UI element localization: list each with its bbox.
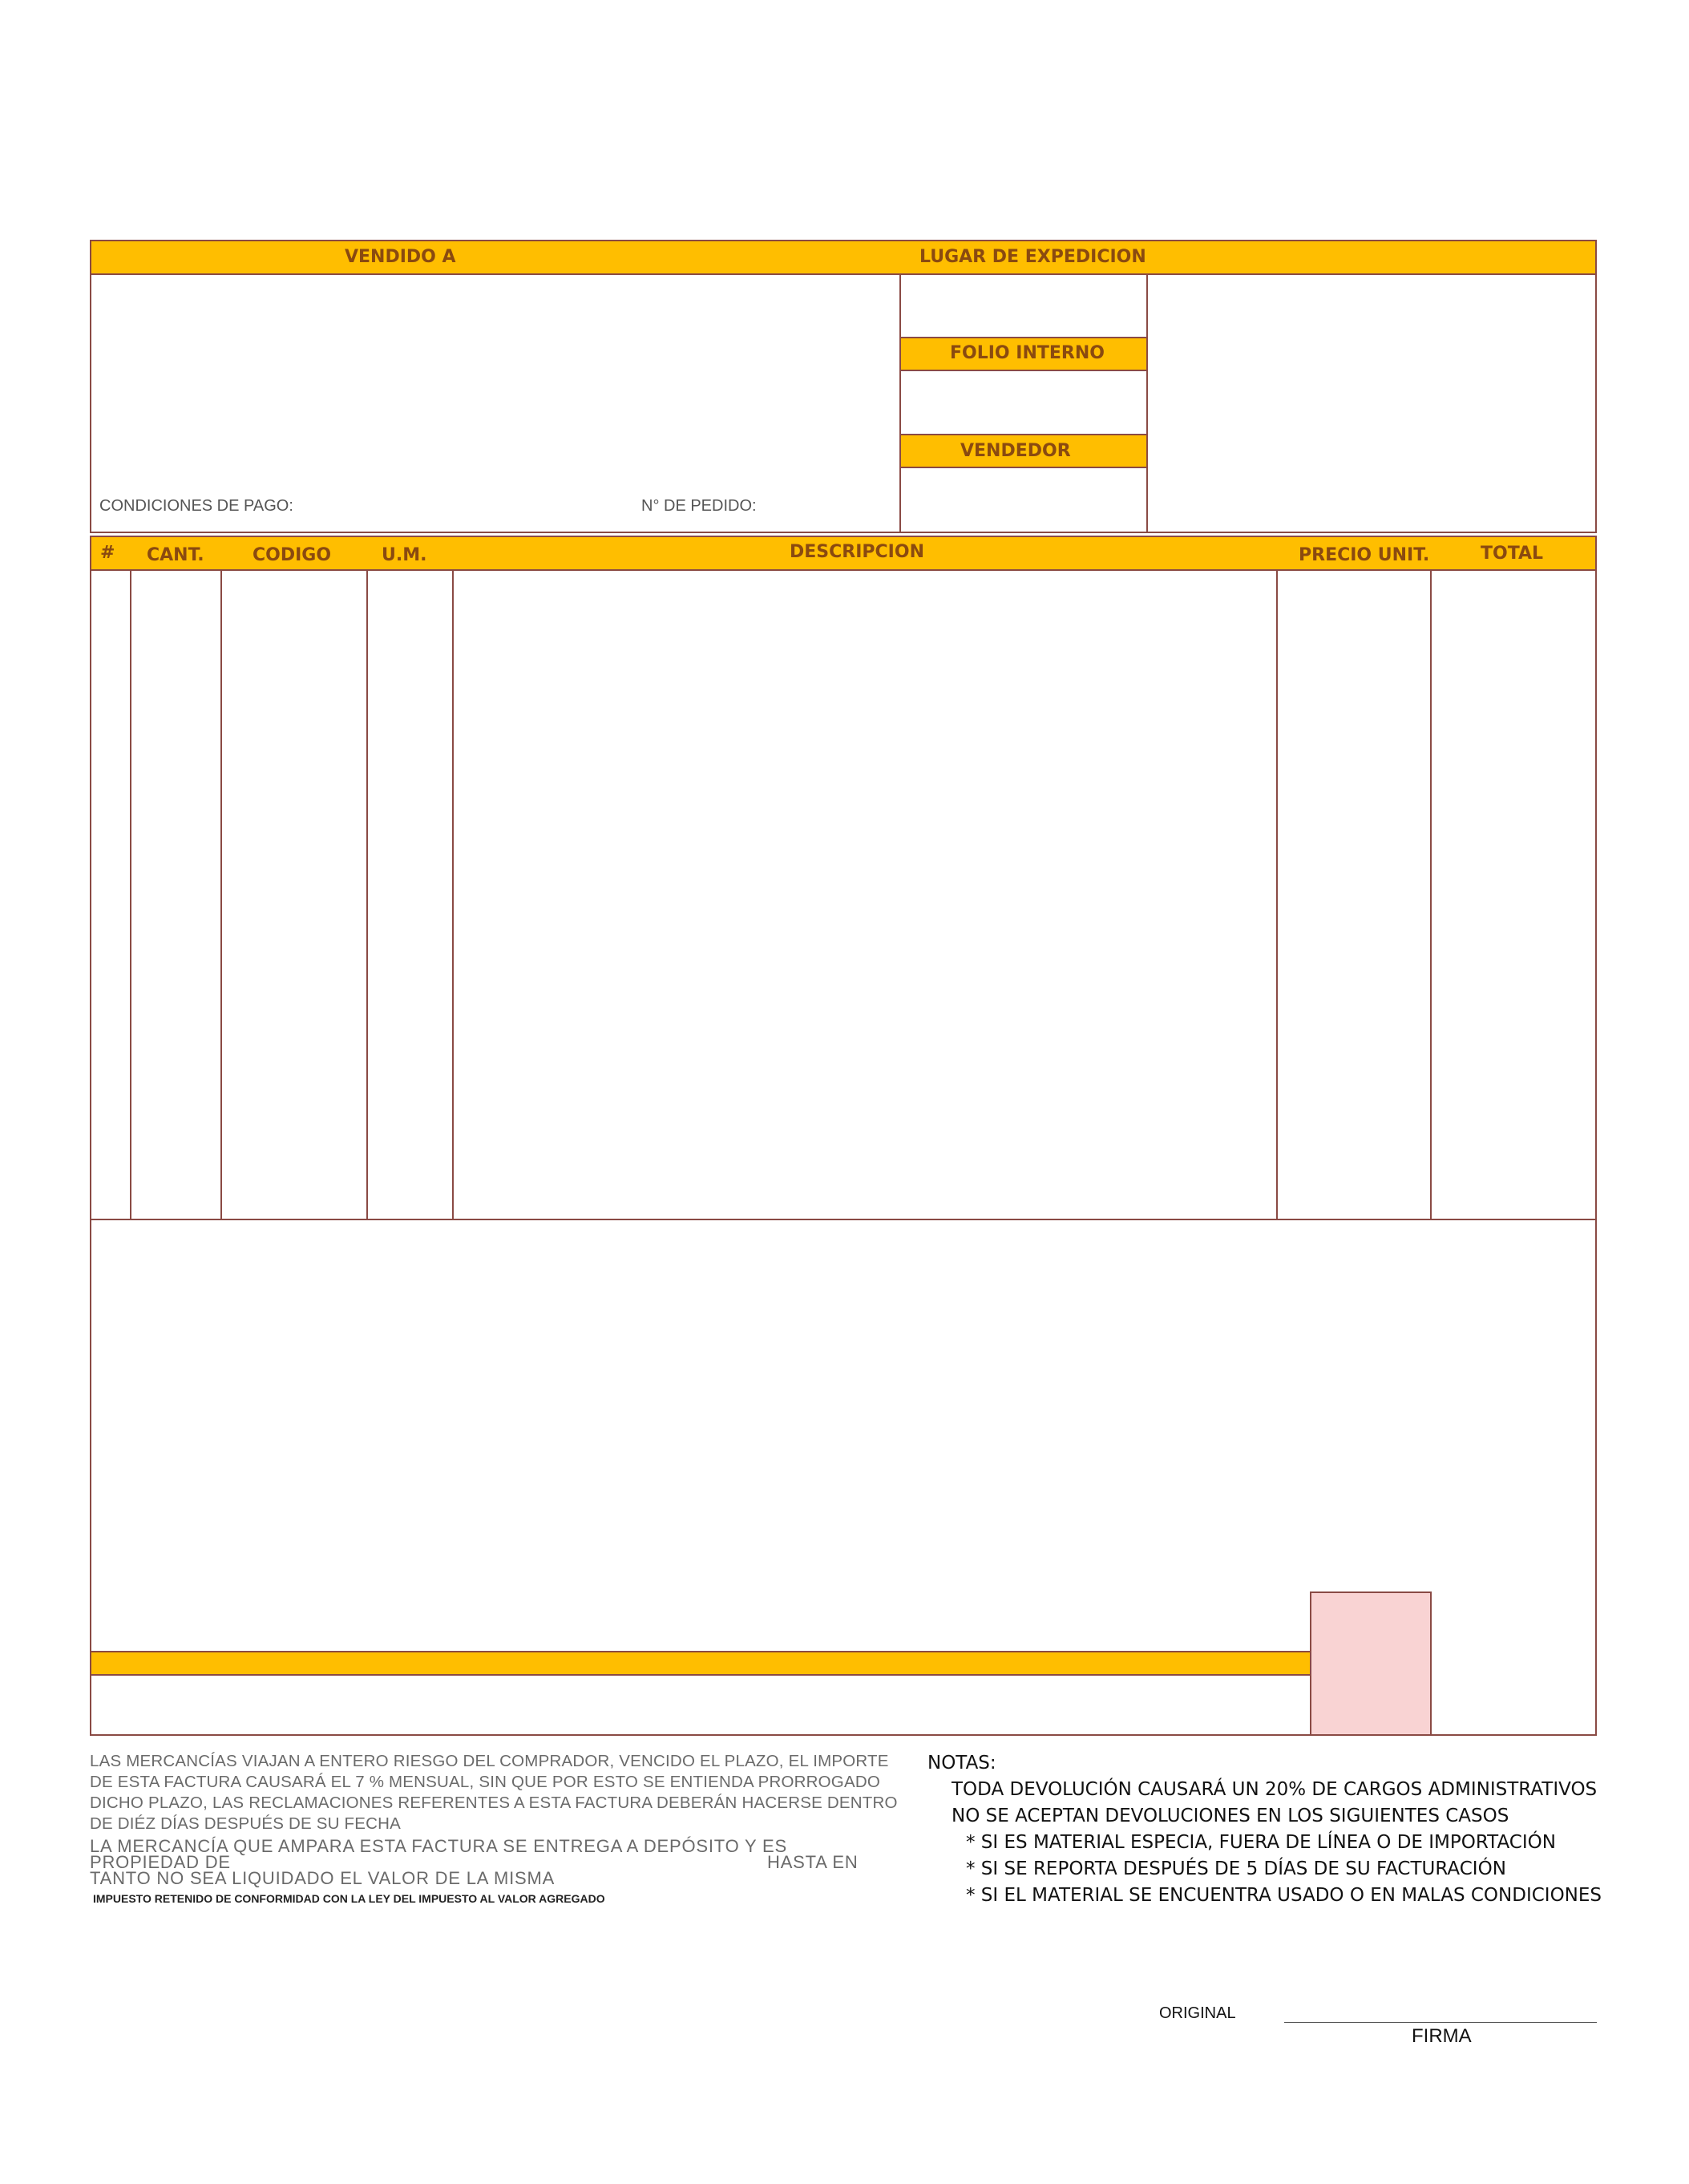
legal-line: DE DIÉZ DÍAS DESPUÉS DE SU FECHA bbox=[90, 1814, 402, 1833]
header-bar bbox=[90, 240, 1597, 275]
column-divider bbox=[1430, 569, 1432, 1220]
signature-line bbox=[1284, 2022, 1597, 2023]
legal-line: DICHO PLAZO, LAS RECLAMACIONES REFERENTES A ESTA FACTURA DEBERÁN HACERSE DENTRO bbox=[90, 1794, 898, 1812]
divider bbox=[899, 273, 901, 533]
vendedor-label: VENDEDOR bbox=[960, 441, 1071, 461]
nota-line: * SI EL MATERIAL SE ENCUENTRA USADO O EN MALAS CONDICIONES bbox=[966, 1885, 1602, 1906]
nota-line: NO SE ACEPTAN DEVOLUCIONES EN LOS SIGUIENTES CASOS bbox=[952, 1806, 1509, 1826]
col-cant-header: CANT. bbox=[147, 545, 204, 565]
col-num-header: # bbox=[100, 543, 115, 563]
num-pedido-label: N° DE PEDIDO: bbox=[641, 497, 757, 515]
items-table-body bbox=[90, 569, 1597, 1220]
total-box bbox=[1310, 1591, 1432, 1736]
customer-info-box bbox=[90, 273, 1597, 533]
impuesto-text: IMPUESTO RETENIDO DE CONFORMIDAD CON LA LEY DEL IMPUESTO AL VALOR AGREGADO bbox=[93, 1892, 605, 1905]
col-um-header: U.M. bbox=[382, 545, 427, 565]
condiciones-pago-label: CONDICIONES DE PAGO: bbox=[99, 497, 293, 515]
vendido-a-label: VENDIDO A bbox=[345, 247, 456, 267]
lugar-expedicion-label: LUGAR DE EXPEDICION bbox=[919, 247, 1146, 267]
deposito-text bbox=[90, 1838, 883, 1887]
col-total-header: TOTAL bbox=[1481, 544, 1544, 564]
col-descripcion-header: DESCRIPCION bbox=[790, 542, 924, 562]
column-divider bbox=[130, 569, 131, 1220]
nota-line: TODA DEVOLUCIÓN CAUSARÁ UN 20% DE CARGOS ADMINISTRATIVOS bbox=[952, 1779, 1598, 1800]
nota-line: * SI ES MATERIAL ESPECIA, FUERA DE LÍNEA O DE IMPORTACIÓN bbox=[966, 1832, 1556, 1853]
legal-line: DE ESTA FACTURA CAUSARÁ EL 7 % MENSUAL, SIN QUE POR ESTO SE ENTIENDA PRORROGADO bbox=[90, 1773, 880, 1791]
amount-in-words-bar bbox=[90, 1651, 1311, 1676]
divider bbox=[1146, 273, 1148, 533]
column-divider bbox=[366, 569, 368, 1220]
firma-label: FIRMA bbox=[1412, 2025, 1472, 2047]
legal-text bbox=[90, 1751, 899, 1834]
deposito-line bbox=[90, 1854, 883, 1871]
nota-line: * SI SE REPORTA DESPUÉS DE 5 DÍAS DE SU FACTURACIÓN bbox=[966, 1858, 1506, 1879]
column-divider bbox=[452, 569, 454, 1220]
deposito-line: TANTO NO SEA LIQUIDADO EL VALOR DE LA MISMA bbox=[90, 1868, 556, 1888]
hasta-en-label: HASTA EN bbox=[767, 1852, 859, 1872]
deposito-line: LA MERCANCÍA QUE AMPARA ESTA FACTURA SE ENTREGA A DEPÓSITO Y ES bbox=[90, 1836, 787, 1856]
notas-title: NOTAS: bbox=[927, 1753, 996, 1773]
legal-line: LAS MERCANCÍAS VIAJAN A ENTERO RIESGO DEL COMPRADOR, VENCIDO EL PLAZO, EL IMPORTE bbox=[90, 1752, 889, 1770]
folio-interno-label: FOLIO INTERNO bbox=[950, 343, 1105, 363]
column-divider bbox=[1276, 569, 1278, 1220]
propiedad-de-label: PROPIEDAD DE bbox=[90, 1852, 231, 1872]
col-precio-header: PRECIO UNIT. bbox=[1299, 545, 1430, 565]
column-divider bbox=[220, 569, 222, 1220]
col-codigo-header: CODIGO bbox=[253, 545, 332, 565]
original-label: ORIGINAL bbox=[1159, 2004, 1236, 2022]
